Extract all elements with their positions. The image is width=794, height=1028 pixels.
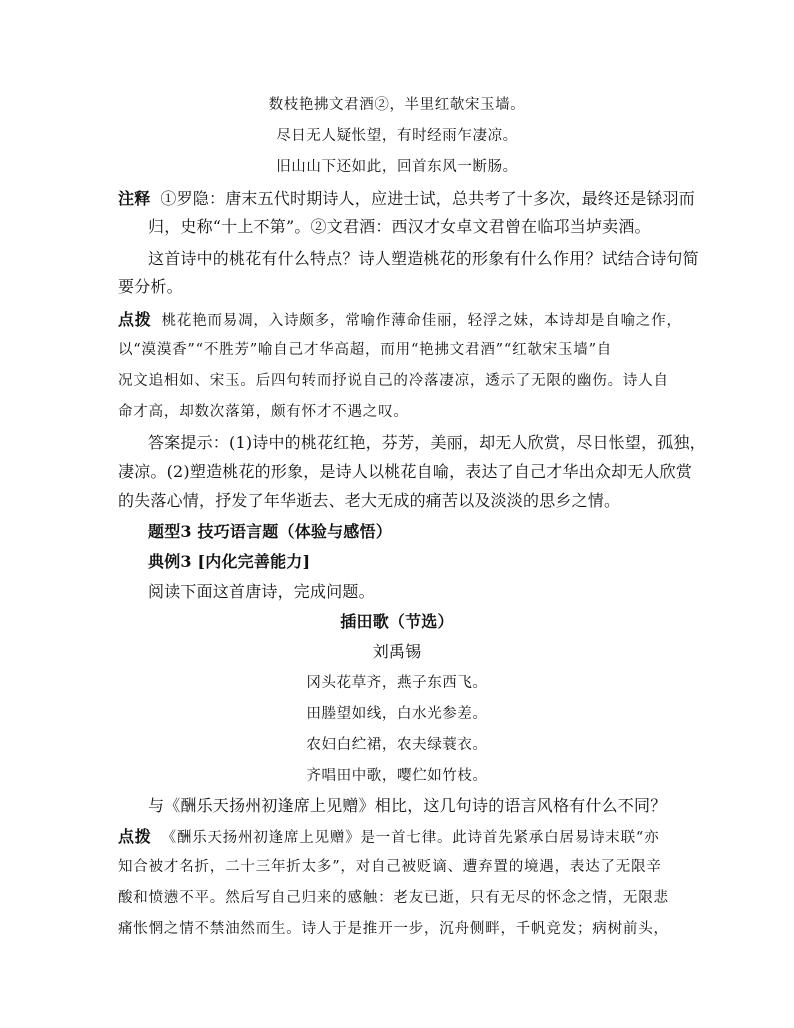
tip1-line-4: 命才高，却数次落第，颇有怀才不遇之叹。 — [118, 404, 409, 420]
tip1-line-2: 以“漠漠香”“不胜芳”喻自己才华高超，而用“艳拂文君酒”“红欹宋玉墙”自 — [118, 342, 613, 358]
poem2-line-4: 齐唱田中歌，嘤伫如竹枝。 — [306, 768, 488, 784]
instruction: 阅读下面这首唐诗，完成问题。 — [148, 582, 375, 601]
notes-text-1: ①罗隐：唐末五代时期诗人，应进士试，总共考了十多次，最终还是铩羽而 — [160, 189, 696, 208]
poem2-title: 插田歌（节选） — [340, 612, 454, 631]
poem2-line-1: 冈头花草齐，燕子东西飞。 — [306, 675, 488, 691]
tip1-text-1: 桃花艳而易凋，入诗颇多，常喻作薄命佳丽，轻浮之妹，本诗却是自喻之作， — [161, 313, 682, 329]
type-heading: 题型3 技巧语言题（体验与感悟） — [148, 522, 392, 541]
poem2-author: 刘禹锡 — [372, 642, 422, 661]
tip1-line-1 — [118, 307, 682, 330]
notes-line-2: 归，史称“十上不第”。②文君酒：西汉才女卓文君曾在临邛当垆卖酒。 — [148, 217, 651, 236]
answer1-line-3: 的失落心情，抒发了年华逝去、老大无成的痛苦以及淡淡的思乡之情。 — [118, 491, 621, 510]
answer1-line-2: 凄凉。(2)塑造桃花的形象，是诗人以桃花自喻，表达了自己才华出众却无人欣赏 — [118, 462, 693, 481]
poem1-line-2: 尽日无人疑怅望，有时经雨乍凄凉。 — [276, 128, 518, 144]
poem2-line-2: 田塍望如线，白水光参差。 — [306, 706, 488, 722]
tip2-line-1 — [118, 824, 659, 847]
tip1-line-3: 况文追相如、宋玉。后四句转而抒说自己的冷落凄凉，透示了无限的幽伤。诗人自 — [118, 373, 669, 389]
notes-label: 注释 — [118, 189, 151, 208]
poem1-line-3: 旧山山下还如此，回首东风一断肠。 — [276, 159, 518, 175]
notes-line-1 — [118, 186, 695, 209]
tip2-line-2: 知合被才名折，二十三年折太多”，对自己被贬谪、遭弃置的境遇，表达了无限辛 — [118, 859, 662, 875]
question1-line-1: 这首诗中的桃花有什么特点？诗人塑造桃花的形象有什么作用？试结合诗句简 — [148, 249, 699, 268]
poem2-line-3: 农妇白纻裙，农夫绿蓑衣。 — [306, 737, 488, 753]
question1-line-2: 要分析。 — [118, 277, 183, 296]
tip2-line-4: 痛怅惘之情不禁油然而生。诗人于是推开一步，沉舟侧畔，千帆竞发；病树前头， — [118, 921, 669, 937]
example-heading: 典例3 [内化完善能力] — [148, 552, 311, 571]
answer1-line-1: 答案提示：(1)诗中的桃花红艳，芬芳，美丽，却无人欣赏，尽日怅望，孤独， — [148, 433, 706, 452]
tip1-label: 点拨 — [118, 310, 152, 329]
poem1-line-1: 数枝艳拂文君酒②，半里红欹宋玉墙。 — [268, 97, 526, 113]
question2: 与《酬乐天扬州初逢席上见赠》相比，这几句诗的语言风格有什么不同？ — [148, 796, 667, 815]
tip2-label: 点拨 — [118, 827, 152, 846]
tip2-line-3: 酸和愤懑不平。然后写自己归来的感触：老友已逝，只有无尽的怀念之情，无限悲 — [118, 890, 669, 906]
tip2-text-1: 《酬乐天扬州初逢席上见赠》是一首七律。此诗首先紧承白居易诗末联“亦 — [161, 830, 660, 846]
